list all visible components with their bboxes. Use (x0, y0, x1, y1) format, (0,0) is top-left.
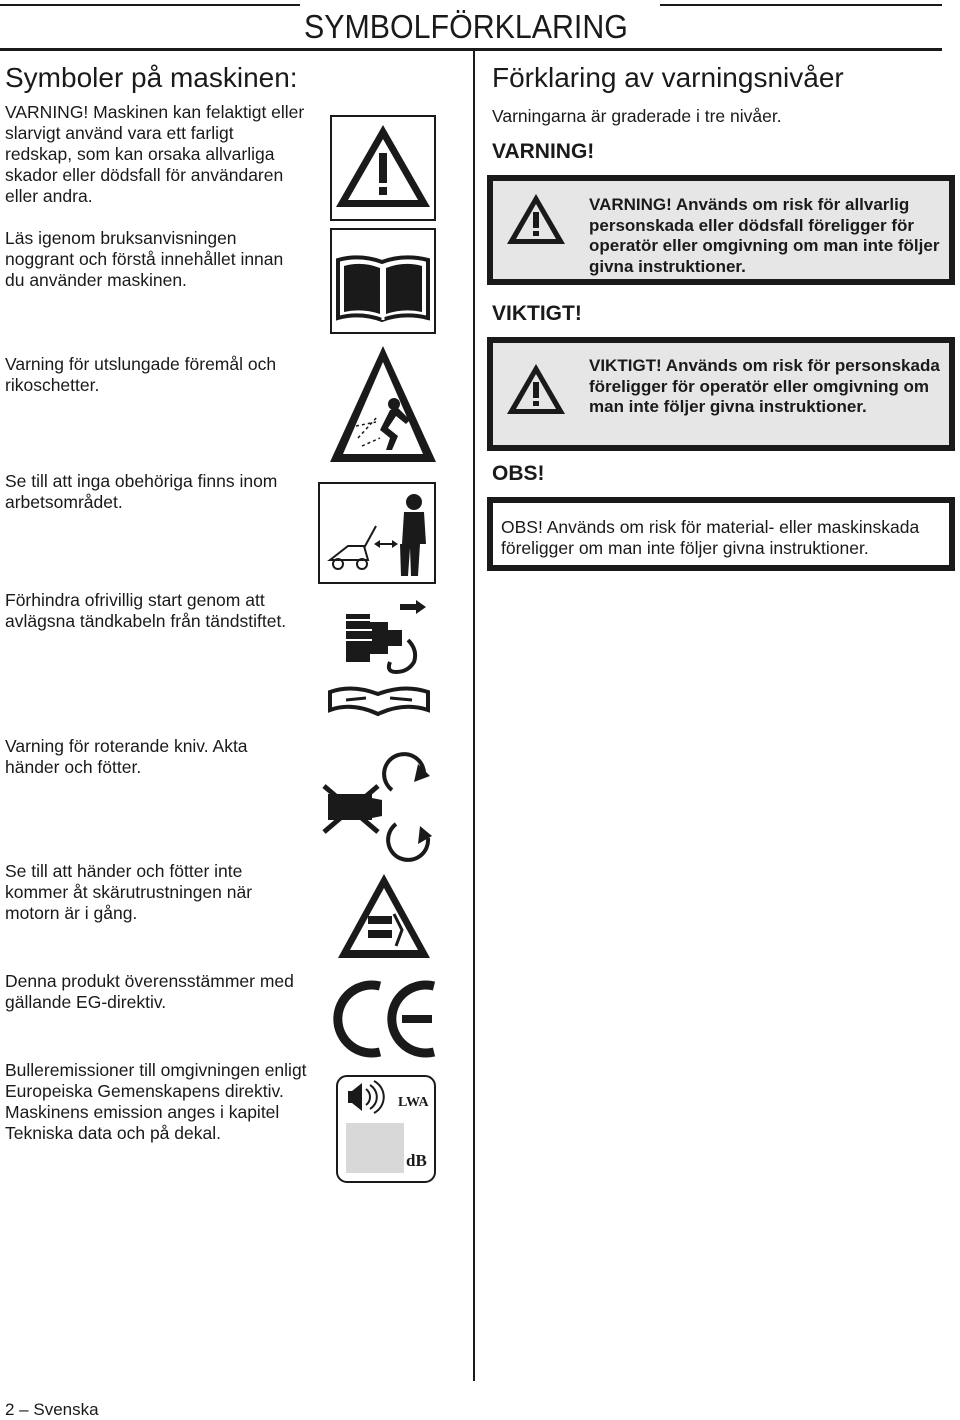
level-box-title-varning: VARNING! (589, 195, 672, 214)
hands-feet-warning-icon (336, 870, 432, 962)
spark-plug-icon (326, 600, 436, 724)
right-heading: Förklaring av varningsnivåer (492, 62, 844, 93)
level-box-desc-viktigt: Används om risk för personskada föreligger för operatör eller omgivning om man inte följer givna instruktioner. (589, 356, 940, 416)
level-box-text-obs (501, 517, 947, 559)
symbol-text-noise: Bulleremissioner till omgivningen enligt Europeiska Gemenskapens direktiv. Maskinens emission anges i kapitel Tekniska data och på dekal. (5, 1060, 307, 1143)
level-box-text-viktigt (589, 356, 941, 418)
symbol-text-bystanders: Se till att inga obehöriga finns inom arbetsområdet. (5, 471, 278, 512)
symbol-text-rotating-blade: Varning för roterande kniv. Akta händer och fötter. (5, 736, 248, 777)
manual-book-icon (330, 228, 436, 334)
thrown-objects-icon (328, 342, 438, 466)
symbol-text-thrown-objects: Varning för utslungade föremål och rikoschetter. (5, 354, 277, 395)
right-intro: Varningarna är graderade i tre nivåer. (492, 106, 782, 126)
symbol-text-manual: Läs igenom bruksanvisningen noggrant och förstå innehållet innan du använder maskinen. (5, 228, 284, 290)
top-rule-left (0, 4, 300, 6)
symbol-text-warning: VARNING! Maskinen kan felaktigt eller slarvigt använd vara ett farligt redskap, som kan orsaka allvarliga skador eller dödsfall för användaren eller andra. (5, 102, 305, 206)
level-box-title-viktigt: VIKTIGT! (589, 356, 662, 375)
warning-triangle-small-icon (505, 361, 567, 417)
noise-lwa-label: LWA (398, 1095, 429, 1110)
keep-distance-icon (318, 482, 436, 584)
noise-db-label: dB (406, 1151, 427, 1170)
level-box-desc-obs: Används om risk för material- eller maskinskada föreligger om man inte följer givna instruktioner. (501, 517, 920, 558)
page-footer: 2 – Svenska (5, 1400, 99, 1419)
level-label-obs: OBS! (492, 462, 545, 485)
column-divider (473, 51, 475, 1381)
noise-label-icon (336, 1075, 436, 1183)
warning-triangle-icon (330, 115, 436, 221)
symbol-text-ce: Denna produkt överensstämmer med gällande EG-direktiv. (5, 971, 294, 1012)
level-box-obs (487, 497, 955, 571)
page-title: SYMBOLFÖRKLARING (304, 8, 628, 45)
level-box-desc-varning: Används om risk för allvarlig personskada eller dödsfall föreligger för operatör eller omgivning om man inte följer givna instruktioner. (589, 195, 940, 276)
symbol-text-hands-feet: Se till att händer och fötter inte kommer åt skärutrustningen när motorn är i gång. (5, 861, 253, 923)
level-box-viktigt (487, 337, 955, 451)
left-heading: Symboler på maskinen: (5, 62, 298, 93)
heading-rule (0, 48, 942, 51)
level-label-varning: VARNING! (492, 140, 595, 163)
warning-triangle-small-icon (505, 191, 567, 247)
level-box-text-varning (589, 195, 941, 277)
rotating-blade-icon (320, 742, 440, 862)
ce-mark-icon (330, 978, 442, 1060)
level-label-viktigt: VIKTIGT! (492, 302, 582, 325)
symbol-text-spark-plug: Förhindra ofrivillig start genom att avlägsna tändkabeln från tändstiftet. (5, 590, 287, 631)
level-box-varning (487, 175, 955, 285)
top-rule-right (660, 4, 942, 6)
level-box-title-obs: OBS! (501, 517, 543, 537)
